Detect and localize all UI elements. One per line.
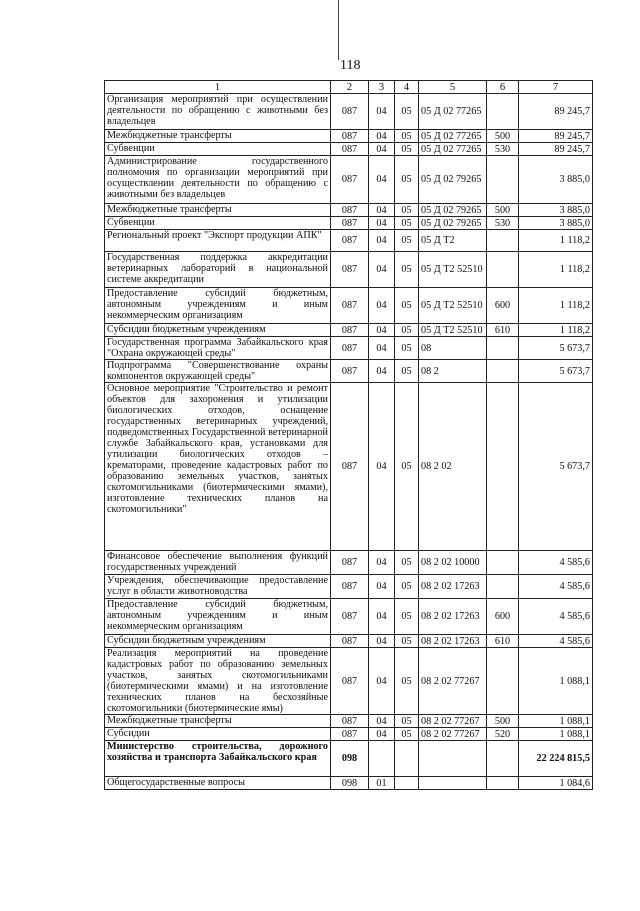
table-row	[105, 156, 593, 204]
subsection-cell: 05	[395, 204, 419, 217]
ministry-code-cell: 087	[331, 383, 369, 551]
ministry-code-cell: 098	[331, 741, 369, 777]
section-cell: 04	[369, 288, 395, 324]
ministry-code-cell: 087	[331, 715, 369, 728]
target-item-cell	[419, 741, 487, 777]
row-name-cell: Субсидии	[105, 728, 331, 741]
subsection-cell: 05	[395, 715, 419, 728]
table-row	[105, 383, 593, 551]
expense-type-cell: 600	[487, 599, 519, 635]
ministry-code-cell: 087	[331, 143, 369, 156]
section-cell: 04	[369, 551, 395, 575]
expense-type-cell: 530	[487, 143, 519, 156]
ministry-code-cell: 087	[331, 551, 369, 575]
table-row	[105, 777, 593, 790]
amount-cell: 5 673,7	[519, 337, 593, 360]
ministry-code-cell: 087	[331, 337, 369, 360]
section-cell: 04	[369, 252, 395, 288]
subsection-cell: 05	[395, 360, 419, 383]
amount-cell: 4 585,6	[519, 551, 593, 575]
target-item-cell	[419, 777, 487, 790]
ministry-code-cell: 087	[331, 324, 369, 337]
target-item-cell: 08 2 02 77267	[419, 648, 487, 715]
ministry-code-cell: 087	[331, 230, 369, 252]
amount-cell: 4 585,6	[519, 575, 593, 599]
target-item-cell: 08 2 02 17263	[419, 599, 487, 635]
section-cell: 04	[369, 728, 395, 741]
target-item-cell: 08 2 02 77267	[419, 728, 487, 741]
section-cell: 04	[369, 156, 395, 204]
binding-line	[338, 0, 339, 60]
target-item-cell: 05 Д 02 79265	[419, 156, 487, 204]
expense-type-cell	[487, 230, 519, 252]
header-cell: 5	[419, 81, 487, 94]
subsection-cell: 05	[395, 648, 419, 715]
row-name-cell: Региональный проект "Экспорт продукции АПК"	[105, 230, 331, 252]
subsection-cell: 05	[395, 337, 419, 360]
target-item-cell: 05 Д Т2 52510	[419, 252, 487, 288]
row-name-cell: Государственная программа Забайкальского края "Охрана окружающей среды"	[105, 337, 331, 360]
row-name-cell: Субвенции	[105, 217, 331, 230]
table-row	[105, 204, 593, 217]
header-row	[105, 81, 593, 94]
expense-type-cell	[487, 94, 519, 130]
ministry-code-cell: 098	[331, 777, 369, 790]
ministry-code-cell: 087	[331, 575, 369, 599]
subsection-cell: 05	[395, 252, 419, 288]
row-name-cell: Администрирование государственного полномочия по организации мероприятий при осуществлении деятельности по обращению с животными без владельцев	[105, 156, 331, 204]
row-name-cell: Подпрограмма "Совершенствование охраны компонентов окружающей среды"	[105, 360, 331, 383]
amount-cell: 22 224 815,5	[519, 741, 593, 777]
ministry-code-cell: 087	[331, 360, 369, 383]
subsection-cell: 05	[395, 143, 419, 156]
section-cell: 04	[369, 94, 395, 130]
amount-cell: 89 245,7	[519, 143, 593, 156]
section-cell: 04	[369, 575, 395, 599]
table-row	[105, 130, 593, 143]
row-name-cell: Межбюджетные трансферты	[105, 715, 331, 728]
subsection-cell: 05	[395, 288, 419, 324]
expense-type-cell	[487, 648, 519, 715]
amount-cell: 1 088,1	[519, 715, 593, 728]
ministry-code-cell: 087	[331, 635, 369, 648]
target-item-cell: 08 2	[419, 360, 487, 383]
target-item-cell: 08 2 02 10000	[419, 551, 487, 575]
subsection-cell: 05	[395, 728, 419, 741]
amount-cell: 3 885,0	[519, 217, 593, 230]
table-row	[105, 94, 593, 130]
target-item-cell: 08 2 02 77267	[419, 715, 487, 728]
amount-cell: 1 084,6	[519, 777, 593, 790]
section-cell: 04	[369, 337, 395, 360]
table-row	[105, 575, 593, 599]
subsection-cell: 05	[395, 324, 419, 337]
section-cell	[369, 741, 395, 777]
ministry-code-cell: 087	[331, 252, 369, 288]
subsection-cell: 05	[395, 130, 419, 143]
target-item-cell: 05 Д 02 79265	[419, 217, 487, 230]
expense-type-cell: 610	[487, 635, 519, 648]
table-row	[105, 728, 593, 741]
amount-cell: 1 118,2	[519, 324, 593, 337]
target-item-cell: 05 Д 02 79265	[419, 204, 487, 217]
subsection-cell: 05	[395, 383, 419, 551]
row-name-cell: Предоставление субсидий бюджетным, автономным учреждениям и иным некоммерческим организациям	[105, 288, 331, 324]
header-cell: 4	[395, 81, 419, 94]
ministry-code-cell: 087	[331, 728, 369, 741]
amount-cell: 1 118,2	[519, 252, 593, 288]
header-cell: 6	[487, 81, 519, 94]
target-item-cell: 08 2 02 17263	[419, 635, 487, 648]
subsection-cell: 05	[395, 217, 419, 230]
target-item-cell: 05 Д 02 77265	[419, 143, 487, 156]
ministry-code-cell: 087	[331, 204, 369, 217]
table-row	[105, 599, 593, 635]
ministry-code-cell: 087	[331, 648, 369, 715]
ministry-code-cell: 087	[331, 94, 369, 130]
table-row	[105, 143, 593, 156]
section-cell: 04	[369, 143, 395, 156]
section-cell: 04	[369, 217, 395, 230]
table-row	[105, 635, 593, 648]
row-name-cell: Предоставление субсидий бюджетным, автономным учреждениям и иным некоммерческим организациям	[105, 599, 331, 635]
row-name-cell: Субсидии бюджетным учреждениям	[105, 635, 331, 648]
subsection-cell	[395, 741, 419, 777]
expense-type-cell	[487, 383, 519, 551]
expense-type-cell	[487, 741, 519, 777]
subsection-cell	[395, 777, 419, 790]
expense-type-cell	[487, 360, 519, 383]
amount-cell: 1 118,2	[519, 288, 593, 324]
expense-type-cell: 600	[487, 288, 519, 324]
row-name-cell: Министерство строительства, дорожного хозяйства и транспорта Забайкальского края	[105, 741, 331, 777]
subsection-cell: 05	[395, 94, 419, 130]
subsection-cell: 05	[395, 635, 419, 648]
section-cell: 04	[369, 635, 395, 648]
amount-cell: 1 118,2	[519, 230, 593, 252]
target-item-cell: 05 Д 02 77265	[419, 94, 487, 130]
expense-type-cell: 520	[487, 728, 519, 741]
row-name-cell: Субсидии бюджетным учреждениям	[105, 324, 331, 337]
row-name-cell: Реализация мероприятий на проведение кадастровых работ по образованию земельных участков, занятых скотомогильниками (биотермическими ямами) и на изготовление технических планов на бесхозяйные скотомогильники (биотермические ямы)	[105, 648, 331, 715]
row-name-cell: Общегосударственные вопросы	[105, 777, 331, 790]
row-name-cell: Финансовое обеспечение выполнения функций государственных учреждений	[105, 551, 331, 575]
section-cell: 04	[369, 360, 395, 383]
page-number: 118	[340, 58, 361, 73]
section-cell: 04	[369, 715, 395, 728]
subsection-cell: 05	[395, 230, 419, 252]
target-item-cell: 05 Д 02 77265	[419, 130, 487, 143]
expense-type-cell	[487, 551, 519, 575]
expense-type-cell: 500	[487, 204, 519, 217]
table-row	[105, 551, 593, 575]
section-cell: 04	[369, 599, 395, 635]
row-name-cell: Субвенции	[105, 143, 331, 156]
row-name-cell: Основное мероприятие "Строительство и ремонт объектов для захоронения и утилизации биологических отходов, оснащение государственных ветеринарных учреждений, подведомственных Государственной ветеринарной службе Забайкальского края, установками для утилизации биологических отходов – крематорами, проведение кадастровых работ по образованию земельных участков, занятых скотомогильниками (биотермическими ямами), изготовление технических планов на скотомогильники"	[105, 383, 331, 551]
target-item-cell: 08 2 02 17263	[419, 575, 487, 599]
budget-table	[104, 80, 593, 790]
expense-type-cell	[487, 575, 519, 599]
table-row	[105, 337, 593, 360]
amount-cell: 3 885,0	[519, 204, 593, 217]
expense-type-cell	[487, 156, 519, 204]
table-row	[105, 288, 593, 324]
section-cell: 04	[369, 130, 395, 143]
amount-cell: 5 673,7	[519, 383, 593, 551]
subsection-cell: 05	[395, 156, 419, 204]
amount-cell: 4 585,6	[519, 635, 593, 648]
header-cell: 2	[331, 81, 369, 94]
ministry-code-cell: 087	[331, 217, 369, 230]
table-row	[105, 648, 593, 715]
table-row	[105, 360, 593, 383]
section-cell: 04	[369, 324, 395, 337]
section-cell: 04	[369, 383, 395, 551]
ministry-code-cell: 087	[331, 130, 369, 143]
section-cell: 04	[369, 230, 395, 252]
amount-cell: 89 245,7	[519, 130, 593, 143]
expense-type-cell	[487, 252, 519, 288]
ministry-code-cell: 087	[331, 599, 369, 635]
table-row	[105, 324, 593, 337]
section-cell: 04	[369, 204, 395, 217]
table-row	[105, 715, 593, 728]
row-name-cell: Учреждения, обеспечивающие предоставление услуг в области животноводства	[105, 575, 331, 599]
ministry-code-cell: 087	[331, 288, 369, 324]
expense-type-cell	[487, 777, 519, 790]
row-name-cell: Государственная поддержка аккредитации ветеринарных лабораторий в национальной системе аккредитации	[105, 252, 331, 288]
amount-cell: 3 885,0	[519, 156, 593, 204]
table-row	[105, 217, 593, 230]
amount-cell: 1 088,1	[519, 648, 593, 715]
header-cell: 1	[105, 81, 331, 94]
header-cell: 3	[369, 81, 395, 94]
target-item-cell: 05 Д Т2 52510	[419, 288, 487, 324]
amount-cell: 4 585,6	[519, 599, 593, 635]
header-cell: 7	[519, 81, 593, 94]
amount-cell: 5 673,7	[519, 360, 593, 383]
table-row	[105, 741, 593, 777]
row-name-cell: Межбюджетные трансферты	[105, 204, 331, 217]
target-item-cell: 08 2 02	[419, 383, 487, 551]
target-item-cell: 05 Д Т2 52510	[419, 324, 487, 337]
expense-type-cell: 500	[487, 130, 519, 143]
section-cell: 04	[369, 648, 395, 715]
ministry-code-cell: 087	[331, 156, 369, 204]
table-row	[105, 252, 593, 288]
table-row	[105, 230, 593, 252]
amount-cell: 89 245,7	[519, 94, 593, 130]
expense-type-cell: 530	[487, 217, 519, 230]
expense-type-cell	[487, 337, 519, 360]
row-name-cell: Организация мероприятий при осуществлении деятельности по обращению с животными без владельцев	[105, 94, 331, 130]
subsection-cell: 05	[395, 575, 419, 599]
row-name-cell: Межбюджетные трансферты	[105, 130, 331, 143]
expense-type-cell: 610	[487, 324, 519, 337]
amount-cell: 1 088,1	[519, 728, 593, 741]
target-item-cell: 08	[419, 337, 487, 360]
section-cell: 01	[369, 777, 395, 790]
target-item-cell: 05 Д Т2	[419, 230, 487, 252]
expense-type-cell: 500	[487, 715, 519, 728]
subsection-cell: 05	[395, 551, 419, 575]
subsection-cell: 05	[395, 599, 419, 635]
